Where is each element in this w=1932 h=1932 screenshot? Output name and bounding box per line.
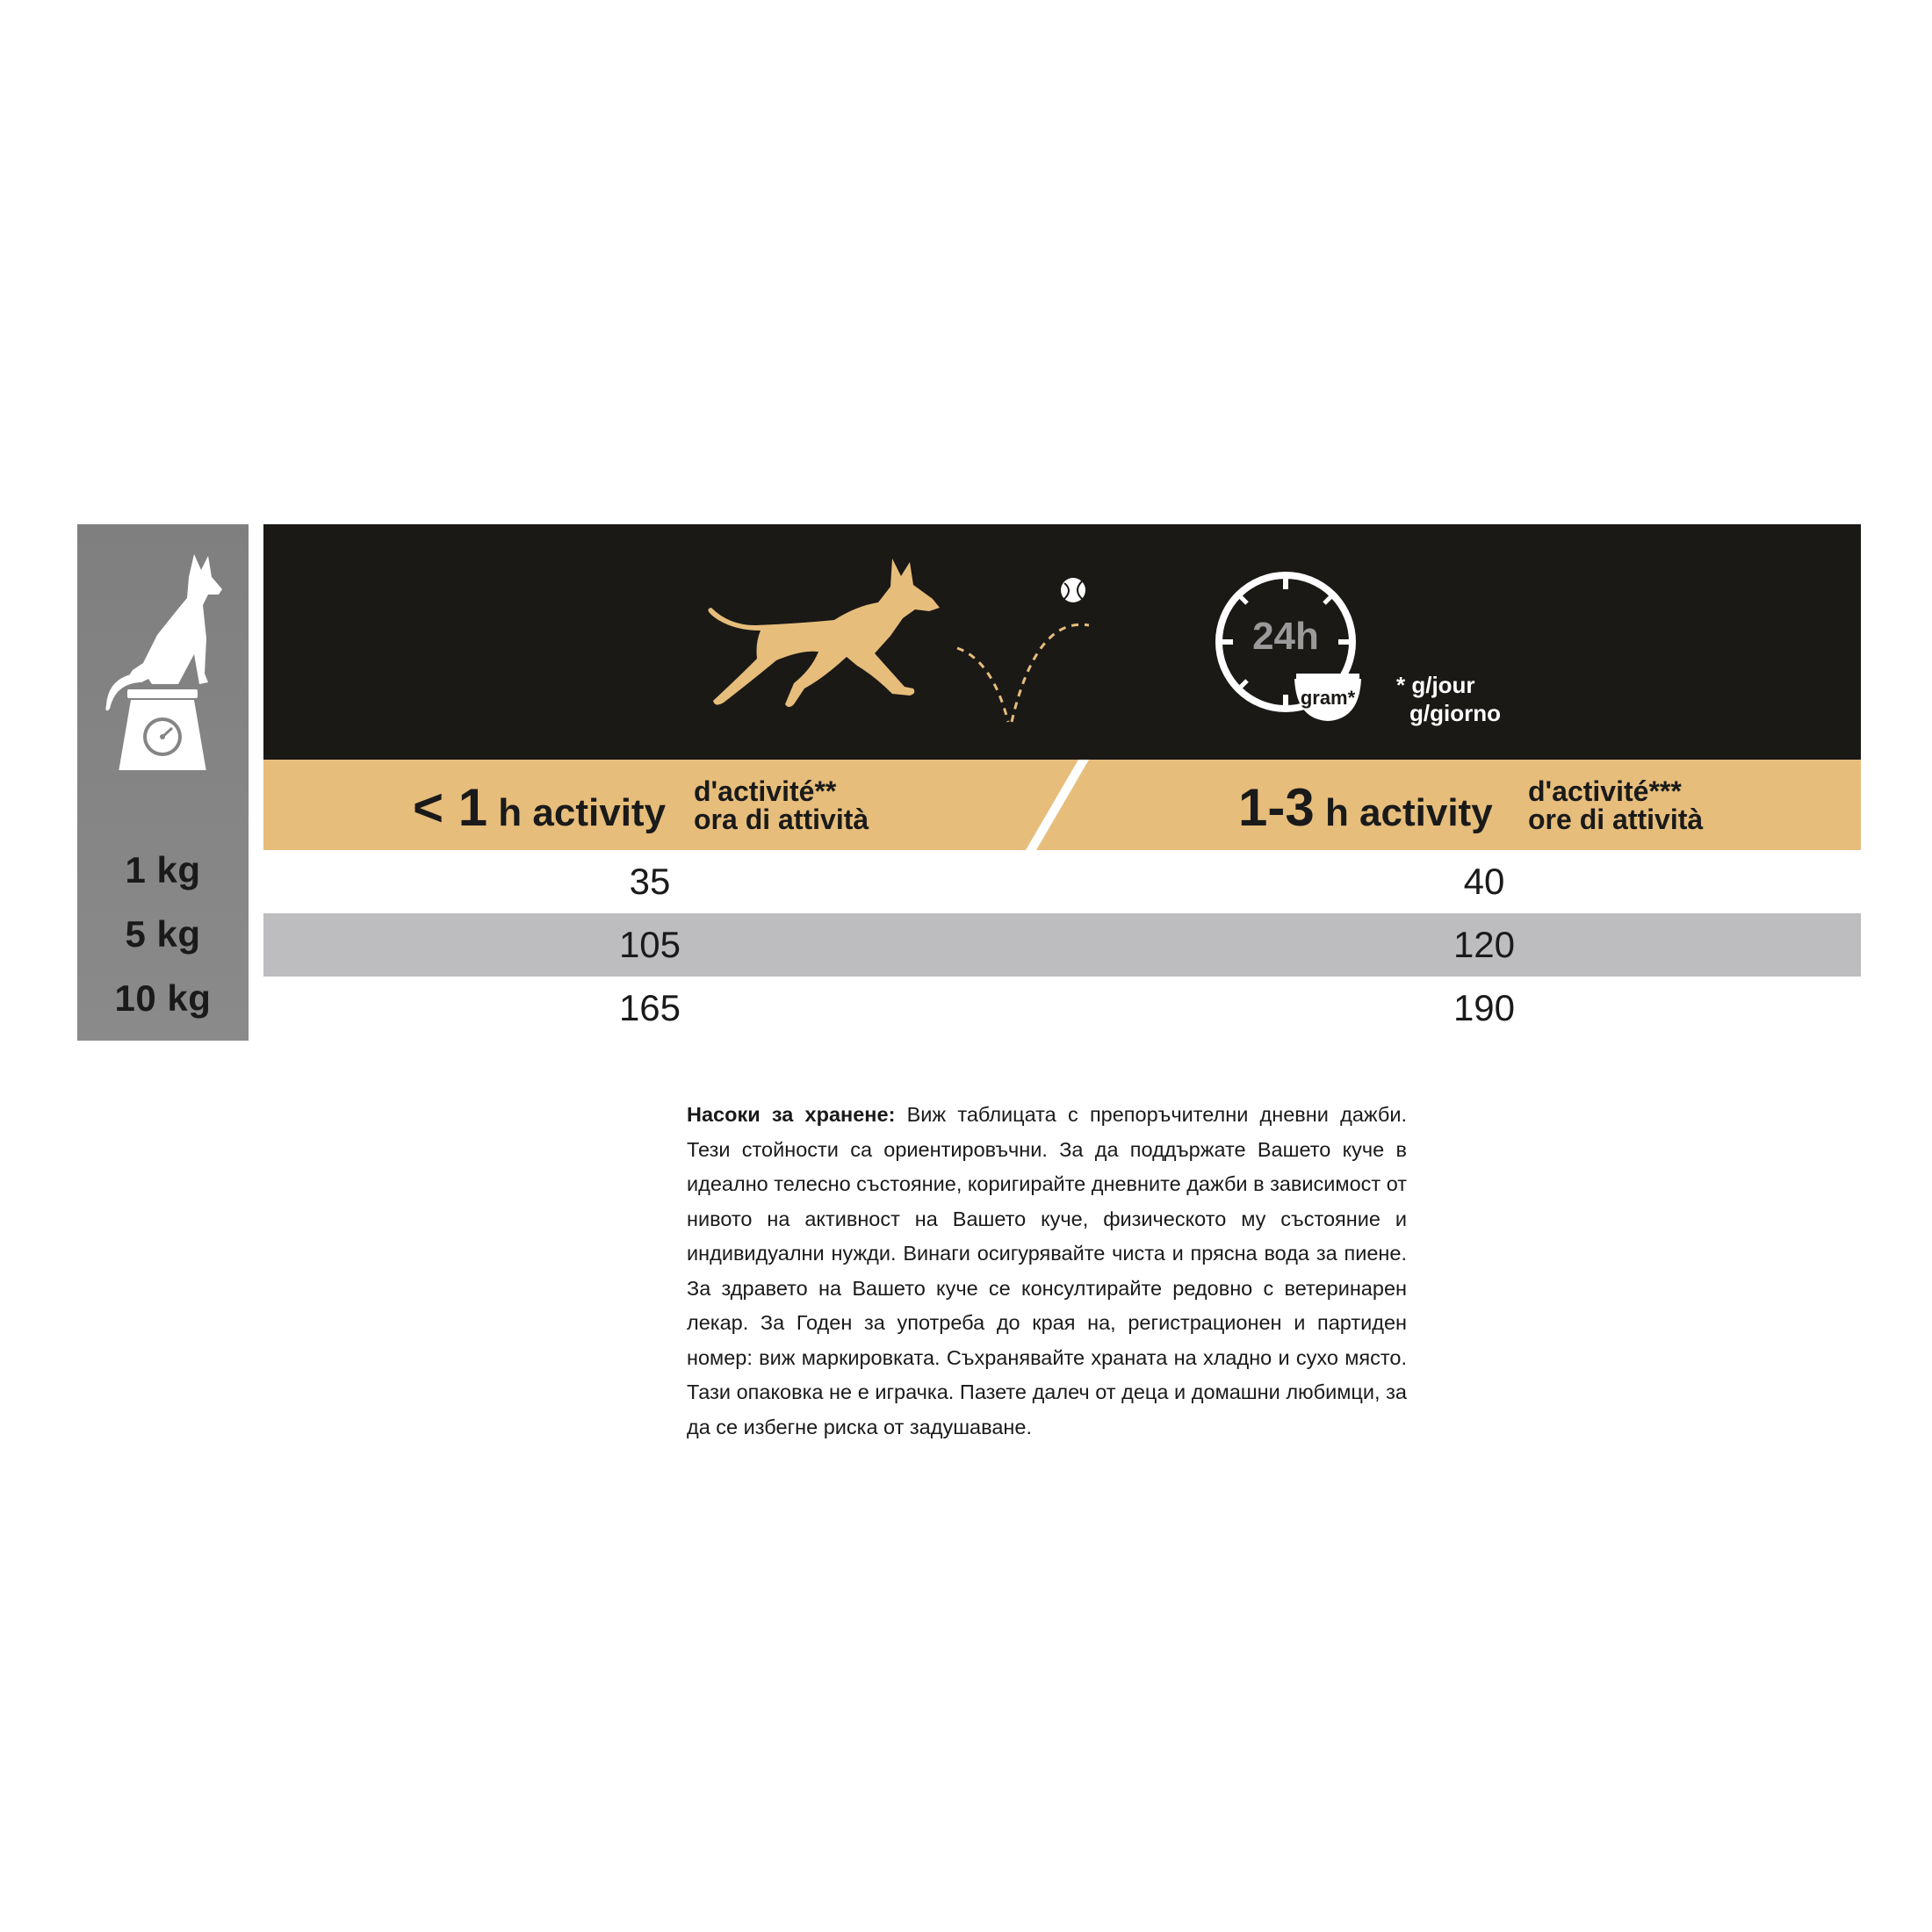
activity-high-sub-2: ore di attività: [1528, 804, 1704, 835]
cell-low-1kg: 35: [629, 861, 671, 902]
activity-low-title: < 1 h activity: [413, 778, 667, 837]
cell-low-10kg: 165: [618, 987, 681, 1028]
guidance-text: Виж таблицата с препоръчителни дневни дажби. Тези стойности са ориентировъчни. За да поддържате Вашето куче в идеално телесно състояние, коригирайте дневните дажби в зависимост от нивото на активност на Вашето куче, физическото му състояние и индивидуални нужди. Винаги осигурявайте чиста и прясна вода за пиене. За здравето на Вашето куче се консултирайте редовно с ветеринарен лекар. За Годен за употреба до края на, регистрационен и партиден номер: виж маркировката. Съхранявайте храната на хладно и сухо място. Тази опаковка не е играчка. Пазете далеч от деца и домашни любимци, за да се избегне риска от задушаване.: [687, 1103, 1408, 1438]
activity-low-sub-2: ora di attività: [694, 804, 869, 835]
bowl-label: gram*: [1300, 687, 1356, 709]
cell-high-10kg: 190: [1453, 987, 1516, 1028]
header-band: [263, 524, 1861, 760]
table-row: [263, 850, 1861, 913]
activity-high-title: 1-3 h activity: [1238, 778, 1493, 837]
weight-label-10kg: 10 kg: [114, 977, 212, 1019]
weight-label-1kg: 1 kg: [125, 849, 201, 890]
cell-high-5kg: 120: [1453, 924, 1516, 965]
cell-low-5kg: 105: [618, 924, 681, 965]
activity-header-row: [263, 760, 1861, 850]
units-line2: g/giorno: [1409, 700, 1501, 726]
units-line1: * g/jour: [1396, 672, 1475, 698]
24h-clock-bowl-icon: [1212, 568, 1379, 731]
table-row: [263, 913, 1861, 977]
activity-high-sub-1: d'activité***: [1528, 775, 1682, 807]
clock-label: 24h: [1252, 615, 1319, 658]
cell-high-1kg: 40: [1463, 861, 1505, 902]
guidance-lead: Насоки за хранене:: [687, 1103, 896, 1126]
running-dog-with-ball-icon: [703, 555, 1089, 731]
weight-label-5kg: 5 kg: [125, 913, 201, 955]
dog-on-scale-icon: [90, 551, 235, 770]
feeding-guidance: [687, 1098, 1407, 1445]
table-row: [263, 977, 1861, 1040]
activity-low-sub-1: d'activité**: [694, 775, 837, 807]
weight-column: [77, 524, 249, 1041]
